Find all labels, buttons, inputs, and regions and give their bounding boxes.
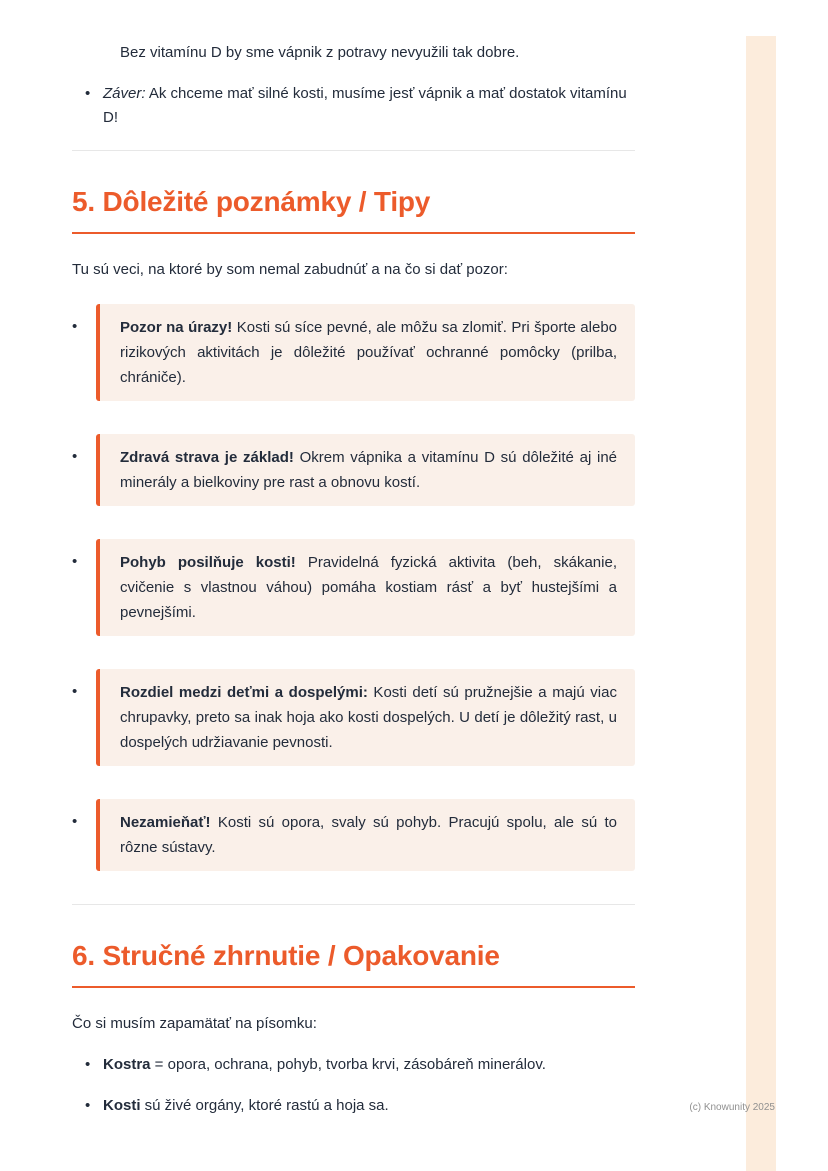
tip-lead: Pohyb posilňuje kosti! <box>120 554 296 571</box>
summary-lead: Kostra <box>103 1056 151 1073</box>
tip-text: Kosti detí sú pružnejšie a majú viac chrupavky, preto sa inak hoja ako kosti dospelých. U detí je dôležitý rast, u dospelých udržiavanie pevnosti. <box>120 684 617 751</box>
tip-callout <box>96 669 635 766</box>
copyright-footer: (c) Knowunity 2025 <box>689 1102 775 1113</box>
bullet-icon: • <box>85 85 91 102</box>
tip-text: Kosti sú opora, svaly sú pohyb. Pracujú spolu, ale sú to rôzne sústavy. <box>120 814 617 856</box>
tip-item <box>72 304 635 401</box>
bullet-icon: • <box>72 448 78 465</box>
summary-lead: Kosti <box>103 1097 141 1114</box>
tip-text: Okrem vápnika a vitamínu D sú dôležité aj iné minerály a bielkoviny pre rast a obnovu kostí. <box>120 449 618 491</box>
tip-lead: Rozdiel medzi deťmi a dospelými: <box>120 684 368 701</box>
bullet-icon: • <box>85 1097 91 1114</box>
tip-item <box>72 669 635 766</box>
tip-callout <box>96 304 635 401</box>
list-item-text <box>103 82 635 130</box>
section6-title: 6. Stručné zhrnutie / Opakovanie <box>72 940 500 971</box>
tip-item <box>72 434 635 506</box>
section-divider <box>72 904 635 905</box>
tip-lead: Pozor na úrazy! <box>120 319 233 336</box>
zaver-text: Ak chceme mať silné kosti, musíme jesť vápnik a mať dostatok vitamínu D! <box>103 85 627 126</box>
tip-lead: Zdravá strava je základ! <box>120 449 294 466</box>
bullet-icon: • <box>72 318 78 335</box>
section6-intro: Čo si musím zapamätať na písomku: <box>72 1015 317 1032</box>
paragraph-continuation: Bez vitamínu D by sme vápnik z potravy nevyužili tak dobre. <box>120 44 520 61</box>
heading-rule <box>72 232 635 234</box>
tip-callout <box>96 434 635 506</box>
zaver-label: Záver: <box>103 85 146 102</box>
tip-item <box>72 799 635 871</box>
page-margin-stripe <box>746 36 776 1171</box>
bullet-icon: • <box>72 813 78 830</box>
bullet-icon: • <box>85 1056 91 1073</box>
tip-text: Kosti sú síce pevné, ale môžu sa zlomiť. Pri športe alebo rizikových aktivitách je dôležité používať ochranné pomôcky (prilba, chrániče). <box>120 319 618 386</box>
bullet-icon: • <box>72 683 78 700</box>
tip-item <box>72 539 635 636</box>
tip-lead: Nezamieňať! <box>120 814 211 831</box>
section-divider <box>72 150 635 151</box>
summary-item-text <box>103 1053 635 1077</box>
summary-item <box>72 1053 635 1077</box>
document-content <box>72 0 635 1118</box>
tips-list <box>72 304 635 871</box>
list-item-zaver <box>72 82 635 130</box>
section5-intro: Tu sú veci, na ktoré by som nemal zabudnúť a na čo si dať pozor: <box>72 261 508 278</box>
tip-callout <box>96 539 635 636</box>
summary-item-text <box>103 1094 635 1118</box>
summary-text: sú živé orgány, ktoré rastú a hoja sa. <box>140 1097 389 1114</box>
heading-rule <box>72 986 635 988</box>
summary-text: = opora, ochrana, pohyb, tvorba krvi, zásobáreň minerálov. <box>150 1056 546 1073</box>
bullet-icon: • <box>72 553 78 570</box>
summary-item <box>72 1094 635 1118</box>
tip-callout <box>96 799 635 871</box>
section5-title: 5. Dôležité poznámky / Tipy <box>72 186 431 217</box>
tip-text: Pravidelná fyzická aktivita (beh, skákanie, cvičenie s vlastnou váhou) pomáha kostiam rásť a byť hustejšími a pevnejšími. <box>120 554 617 621</box>
